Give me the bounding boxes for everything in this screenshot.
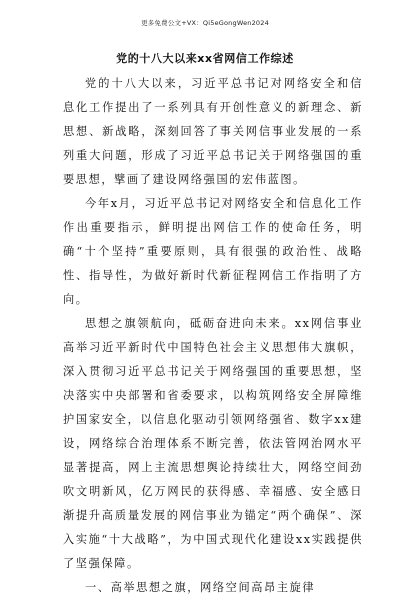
paragraph-1: 党的十八大以来，习近平总书记对网络安全和信息化工作提出了一系列具有开创性意义的新理念、新思想、新战略，深刻回答了事关网信事业发展的一系列重大问题，形成了习近平总书记关于网络强国的重要思想，擘画了建设网络强国的宏伟蓝图。 [63,77,363,186]
page-title: 党的十八大以来xx省网信工作综述 [116,52,294,65]
document-body [63,72,363,600]
paragraph-2: 今年x月，习近平总书记对网络安全和信息化工作作出重要指示，鲜明提出网信工作的使命任务，明确“十个坚持”重要原则，具有很强的政治性、战略性、指导性，为做好新时代新征程网信工作指明了方向。 [63,197,363,306]
section-heading: 一、高举思想之旗，网络空间高昂主旋律 [85,581,316,594]
header-note: 更多免费公文+VX：Qi5eGongWen2024 [141,19,269,27]
paragraph-3: 思想之旗领航向，砥砺奋进向未来。xx网信事业高举习近平新时代中国特色社会主义思想伟大旗帜，深入贯彻习近平总书记关于网络强国的重要思想，坚决落实中央部署和省委要求，以构筑网络安全屏障维护国家安全，以信息化驱动引领网络强省、数字xx建设，网络综合治理体系不断完善，依法管网治网水平显著提高，网上主流思想舆论持续壮大，网络空间劲吹文明新风，亿万网民的获得感、幸福感、安全感日渐提升高质量发展的网信事业为锚定“两个确保”、深入实施“十大战略”，为中国式现代化建设xx实践提供了坚强保障。 [63,317,363,570]
